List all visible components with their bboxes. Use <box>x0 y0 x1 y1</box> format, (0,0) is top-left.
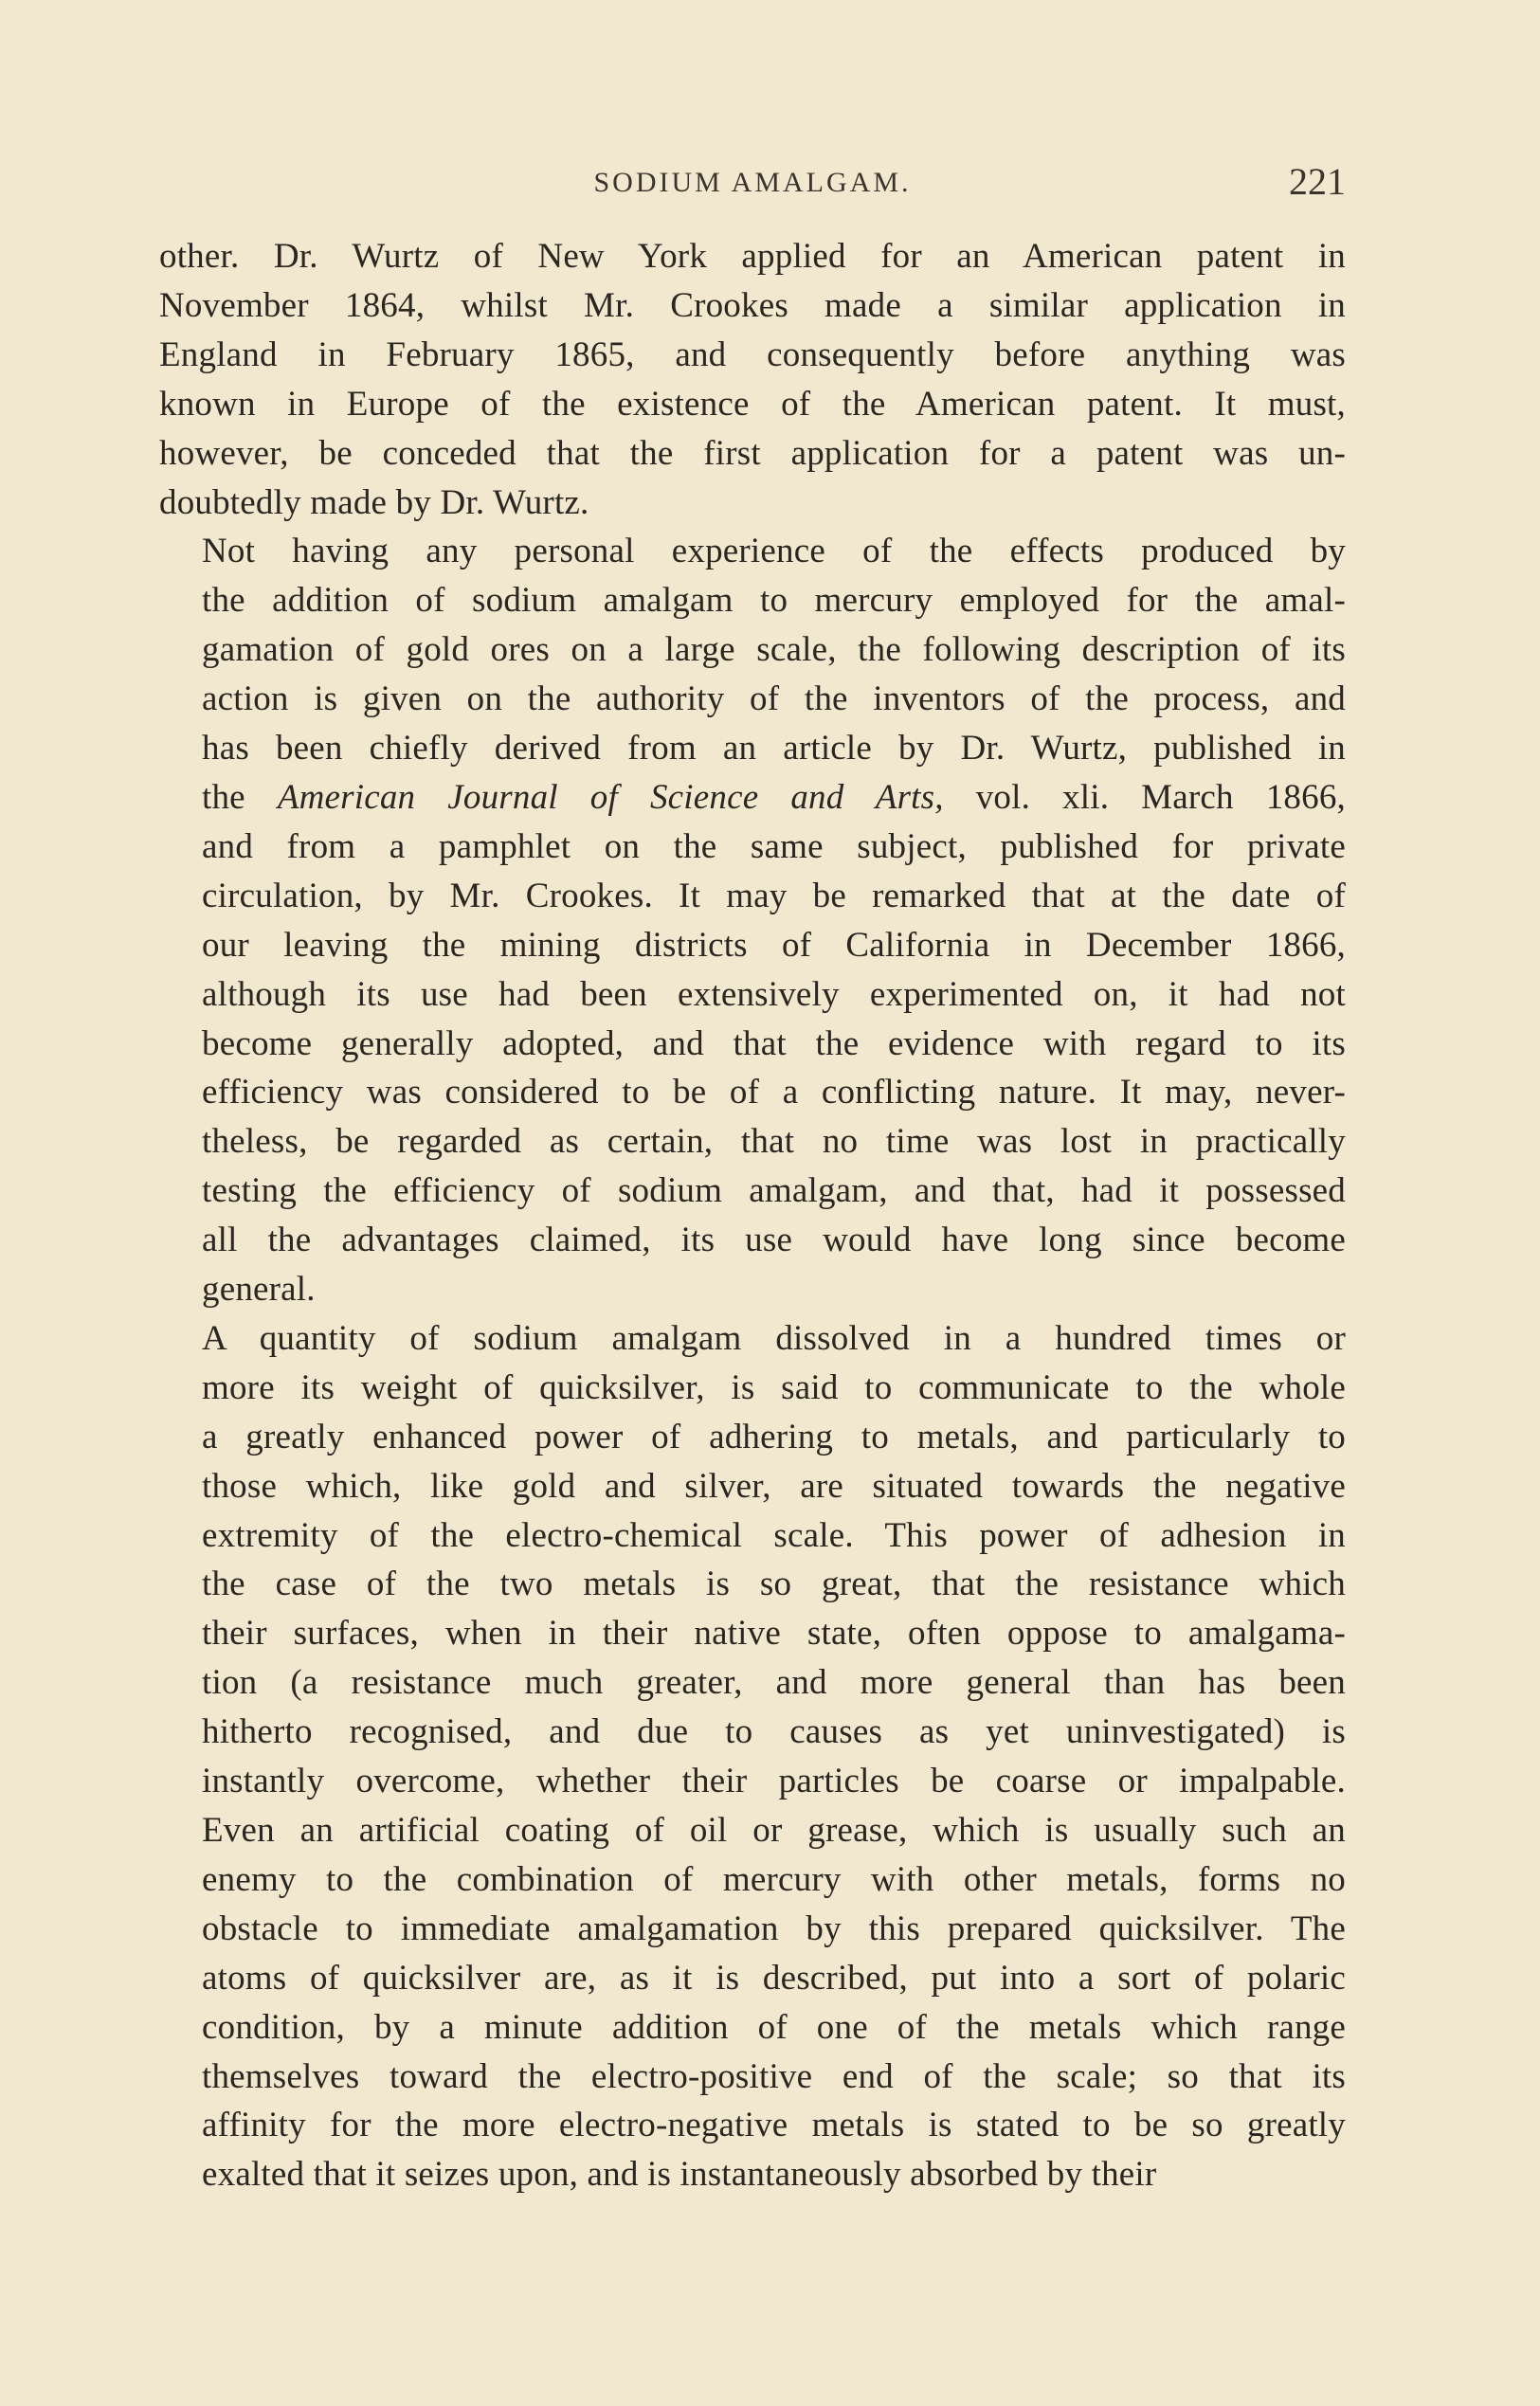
text-line: the case of the two metals is so great, that the resistance which <box>202 1565 1346 1604</box>
text-line: their surfaces, when in their native state, often oppose to amalgama- <box>202 1614 1346 1654</box>
running-title: SODIUM AMALGAM. <box>593 167 912 198</box>
text-line: exalted that it seizes upon, and is instantaneously absorbed by their <box>202 2155 1157 2195</box>
text-line: instantly overcome, whether their particles be coarse or impalpable. <box>202 1762 1346 1801</box>
text-line: action is given on the authority of the inventors of the process, and <box>202 679 1346 719</box>
text-line: the addition of sodium amalgam to mercury employed for the amal- <box>202 581 1346 621</box>
text-line: those which, like gold and silver, are situated towards the negative <box>202 1466 1346 1506</box>
text-line: extremity of the electro-chemical scale. This power of adhesion in <box>202 1515 1346 1555</box>
text-line: atoms of quicksilver are, as it is described, put into a sort of polaric <box>202 1958 1346 1998</box>
text-line: efficiency was considered to be of a conflicting nature. It may, never- <box>202 1073 1346 1113</box>
journal-title: American Journal of Science and Arts, <box>277 777 944 817</box>
text-line: doubtedly made by Dr. Wurtz. <box>159 482 589 522</box>
text-line: although its use had been extensively experimented on, it had not <box>202 974 1346 1014</box>
text-line: Even an artificial coating of oil or grease, which is usually such an <box>202 1811 1346 1850</box>
text-line: Not having any personal experience of the effects produced by <box>202 532 1346 571</box>
text-line: general. <box>202 1270 316 1310</box>
text-line: all the advantages claimed, its use would have long since become <box>202 1221 1346 1260</box>
text-run: vol. xli. March 1866, <box>943 777 1346 817</box>
page-number: 221 <box>1289 160 1346 203</box>
paragraph <box>159 232 1346 527</box>
text-line: enemy to the combination of mercury with other metals, forms no <box>202 1859 1346 1899</box>
text-line: tion (a resistance much greater, and more general than has been <box>202 1663 1346 1703</box>
text-line: our leaving the mining districts of California in December 1866, <box>202 925 1346 965</box>
text-line: has been chiefly derived from an article by Dr. Wurtz, published in <box>202 729 1346 769</box>
text-line: obstacle to immediate amalgamation by this prepared quicksilver. The <box>202 1909 1346 1948</box>
text-line: themselves toward the electro-positive end of the scale; so that its <box>202 2056 1346 2096</box>
text-line: other. Dr. Wurtz of New York applied for an American patent in <box>159 237 1346 276</box>
text-line: gamation of gold ores on a large scale, the following description of its <box>202 630 1346 670</box>
text-run: the <box>202 777 278 817</box>
text-line: A quantity of sodium amalgam dissolved in a hundred times or <box>202 1318 1346 1358</box>
text-line: circulation, by Mr. Crookes. It may be remarked that at the date of <box>202 876 1346 915</box>
text-line: affinity for the more electro-negative metals is stated to be so greatly <box>202 2106 1346 2145</box>
text-line: more its weight of quicksilver, is said to communicate to the whole <box>202 1367 1346 1407</box>
text-line: a greatly enhanced power of adhering to metals, and particularly to <box>202 1417 1346 1456</box>
text-line: November 1864, whilst Mr. Crookes made a similar application in <box>159 285 1346 325</box>
text-line: testing the efficiency of sodium amalgam, and that, had it possessed <box>202 1171 1346 1211</box>
text-line: however, be conceded that the first application for a patent was un- <box>159 433 1346 473</box>
text-line: theless, be regarded as certain, that no time was lost in practically <box>202 1122 1346 1162</box>
running-head <box>159 159 1346 207</box>
text-line: hitherto recognised, and due to causes as yet uninvestigated) is <box>202 1712 1346 1752</box>
text-line <box>159 773 1346 823</box>
text-line: condition, by a minute addition of one of the metals which range <box>202 2007 1346 2047</box>
paragraph <box>159 527 1346 1314</box>
text-line: and from a pamphlet on the same subject, published for private <box>202 826 1346 866</box>
paragraph <box>159 1314 1346 2199</box>
text-line: England in February 1865, and consequently before anything was <box>159 335 1346 374</box>
body-text <box>159 232 1346 2199</box>
text-line: become generally adopted, and that the evidence with regard to its <box>202 1023 1346 1063</box>
text-line: known in Europe of the existence of the American patent. It must, <box>159 384 1346 424</box>
